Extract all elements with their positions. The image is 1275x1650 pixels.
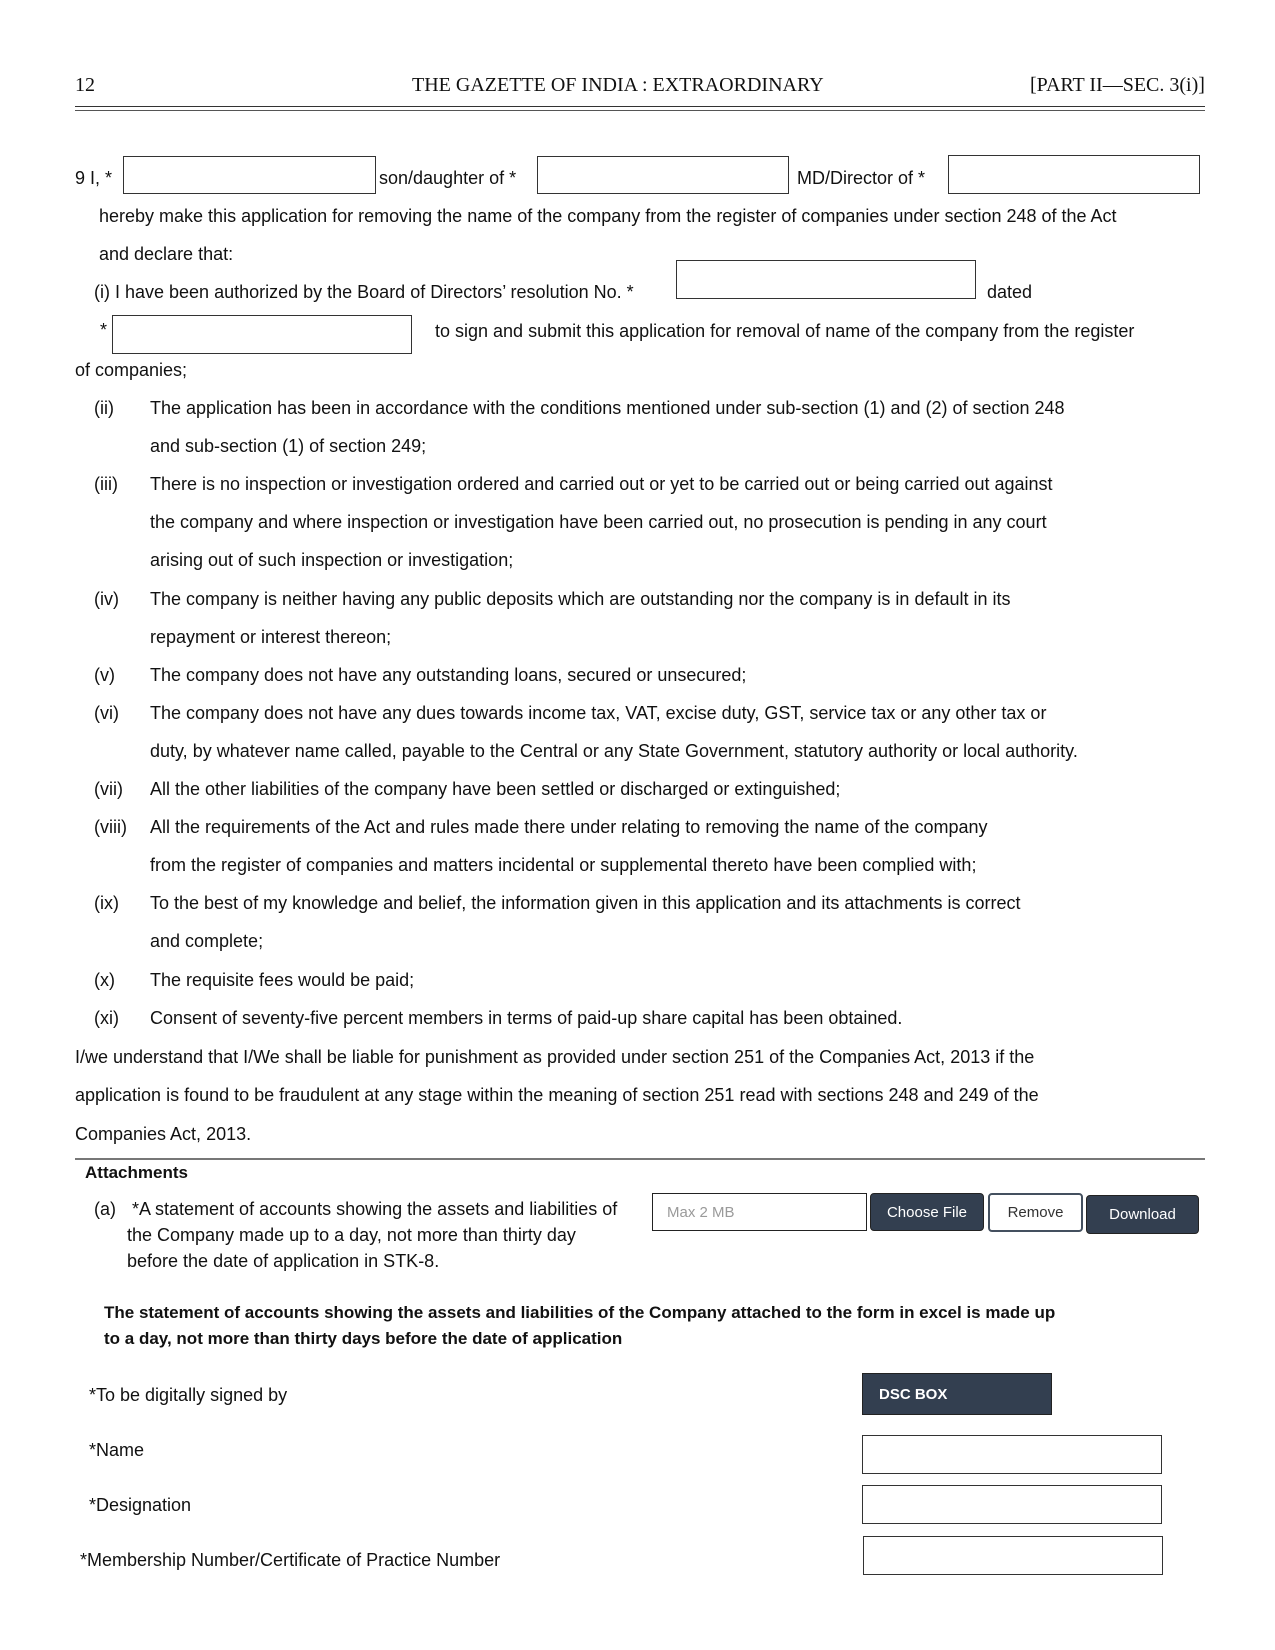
- attachment-a-line-2: the Company made up to a day, not more than thirty day: [127, 1225, 576, 1245]
- item-text-line: The company does not have any dues towards income tax, VAT, excise duty, GST, service tax or any other tax or: [150, 702, 1047, 723]
- dsc-box[interactable]: DSC BOX: [862, 1373, 1052, 1415]
- item-i-end: of companies;: [75, 360, 188, 380]
- item-text-line: The requisite fees would be paid;: [150, 969, 415, 990]
- name-label: *Name: [89, 1440, 145, 1460]
- item-text-line: To the best of my knowledge and belief, the information given in this application and its attachments is correct: [150, 893, 1021, 914]
- item-i-continued: to sign and submit this application for removal of name of the company from the register: [435, 321, 1135, 341]
- gazette-title: THE GAZETTE OF INDIA : EXTRAORDINARY: [412, 74, 824, 96]
- designation-input[interactable]: [862, 1485, 1162, 1524]
- item-text-line: The company is neither having any public deposits which are outstanding nor the company is in default in its: [150, 588, 1011, 609]
- attachment-a-line-3: before the date of application in STK-8.: [127, 1251, 440, 1271]
- item-number: (v): [94, 664, 115, 685]
- resolution-number-input[interactable]: [676, 260, 976, 299]
- required-star: *: [100, 320, 108, 340]
- item-text-line: All the other liabilities of the company have been settled or discharged or extinguished;: [150, 779, 841, 799]
- download-button[interactable]: Download: [1086, 1195, 1199, 1234]
- attachments-heading: Attachments: [85, 1163, 188, 1182]
- membership-number-input[interactable]: [863, 1536, 1163, 1575]
- resolution-date-input[interactable]: [112, 315, 412, 354]
- item-text-line: Consent of seventy-five percent members in terms of paid-up share capital has been obtained.: [150, 1007, 903, 1028]
- designation-label: *Designation: [89, 1495, 192, 1515]
- header-rule: [75, 106, 1205, 107]
- parent-name-input[interactable]: [537, 156, 789, 194]
- statement-note-line-2: to a day, not more than thirty days before the date of application: [104, 1329, 623, 1348]
- item-number: (vii): [94, 779, 123, 799]
- file-path-input[interactable]: Max 2 MB: [652, 1193, 867, 1231]
- item-number: (iv): [94, 588, 119, 609]
- remove-button[interactable]: Remove: [988, 1193, 1083, 1232]
- item-text-line: There is no inspection or investigation ordered and carried out or yet to be carried out or being carried out against: [150, 474, 1053, 495]
- item-number: (vi): [94, 702, 119, 723]
- dated-label: dated: [987, 282, 1033, 302]
- declaration-line2: hereby make this application for removing the name of the company from the register of companies under section 248 of the Act: [99, 206, 1117, 226]
- liability-line-3: Companies Act, 2013.: [75, 1124, 252, 1144]
- item-text-line: The company does not have any outstanding loans, secured or unsecured;: [150, 664, 747, 685]
- company-name-input[interactable]: [948, 155, 1200, 194]
- item-text-line: The application has been in accordance with the conditions mentioned under sub-section (1) and (2) of section 248: [150, 398, 1065, 418]
- page-number: 12: [75, 74, 95, 96]
- declarant-name-input[interactable]: [123, 156, 376, 194]
- item-text-line: and sub-section (1) of section 249;: [150, 436, 427, 457]
- header-rule-secondary: [75, 110, 1205, 111]
- liability-line-1: I/we understand that I/We shall be liable for punishment as provided under section 251 of the Companies Act, 2013 if the: [75, 1047, 1035, 1067]
- item-text-line: repayment or interest thereon;: [150, 626, 392, 647]
- item-text-line: and complete;: [150, 931, 264, 952]
- attachment-a-line-1: *A statement of accounts showing the assets and liabilities of: [132, 1199, 618, 1219]
- part-section: [PART II—SEC. 3(i)]: [1030, 74, 1205, 96]
- director-of-label: MD/Director of *: [797, 168, 926, 188]
- item-number: (x): [94, 969, 115, 990]
- choose-file-button[interactable]: Choose File: [870, 1193, 984, 1231]
- signed-by-label: *To be digitally signed by: [89, 1385, 288, 1405]
- parent-label: son/daughter of *: [379, 168, 517, 188]
- item-number: (xi): [94, 1007, 119, 1028]
- item-text-line: arising out of such inspection or investigation;: [150, 550, 514, 571]
- section-divider: [75, 1158, 1205, 1160]
- item-number: (viii): [94, 817, 127, 838]
- item-number: (iii): [94, 474, 118, 495]
- item-number: (ix): [94, 893, 119, 914]
- membership-label: *Membership Number/Certificate of Practice Number: [80, 1550, 501, 1570]
- item-text-line: from the register of companies and matters incidental or supplemental thereto have been complied with;: [150, 855, 977, 876]
- declaration-prefix: 9 I, *: [75, 168, 113, 188]
- declaration-line3: and declare that:: [99, 244, 234, 264]
- item-i-text: (i) I have been authorized by the Board of Directors’ resolution No. *: [94, 282, 634, 302]
- attachment-a-number: (a): [94, 1199, 116, 1219]
- item-text-line: All the requirements of the Act and rules made there under relating to removing the name of the company: [150, 817, 988, 838]
- statement-note-line-1: The statement of accounts showing the assets and liabilities of the Company attached to the form in excel is made up: [104, 1303, 1056, 1322]
- signer-name-input[interactable]: [862, 1435, 1162, 1474]
- item-text-line: the company and where inspection or investigation have been carried out, no prosecution is pending in any court: [150, 512, 1047, 533]
- item-text-line: duty, by whatever name called, payable to the Central or any State Government, statutory authority or local authority.: [150, 740, 1078, 761]
- liability-line-2: application is found to be fraudulent at any stage within the meaning of section 251 read with sections 248 and 249 of the: [75, 1085, 1039, 1105]
- item-number: (ii): [94, 398, 114, 418]
